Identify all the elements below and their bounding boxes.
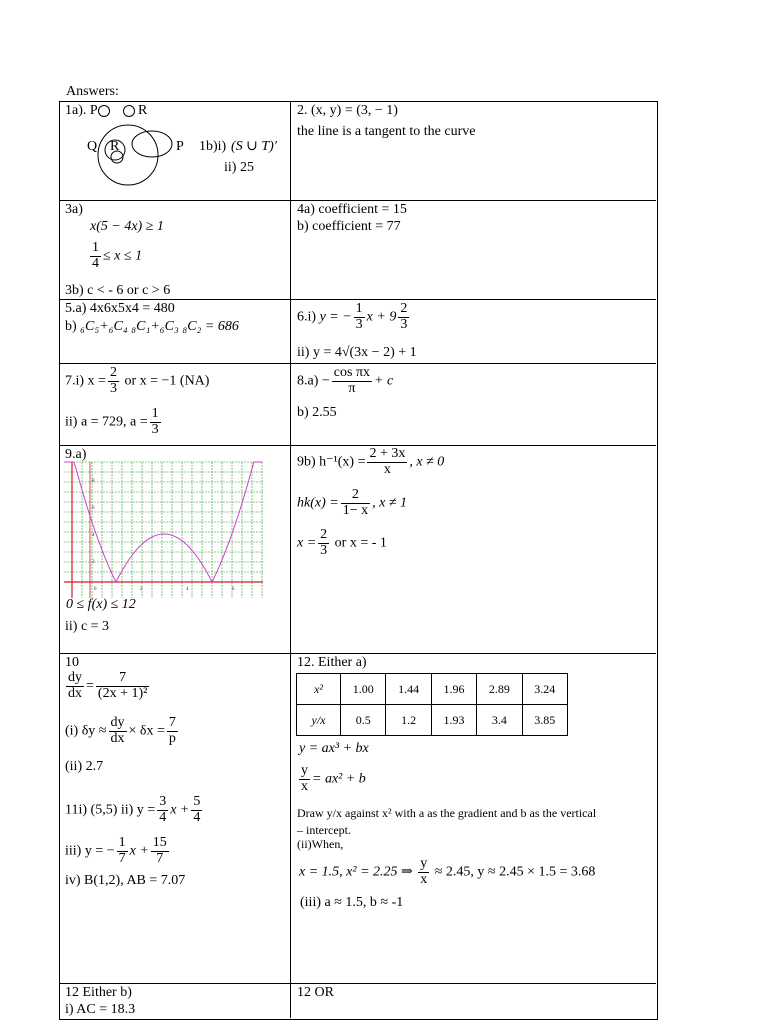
q1-b-i-expr: (S ∪ T)′ xyxy=(231,139,277,154)
q2-line1: 2. (x, y) = (3, − 1) xyxy=(297,103,398,118)
venn-label-p: P xyxy=(176,139,184,154)
q9-graph xyxy=(64,462,263,598)
q9-x: x = $\frac{2}{3}$ or x = - 1 xyxy=(297,527,387,558)
q7-i: 7.i) x = $\frac{2}{3}$ or x = −1 (NA) xyxy=(65,365,210,396)
q12a-draw1: Draw y/x against x² with a as the gradient and b as the vertical xyxy=(297,806,597,820)
q9-range: 0 ≤ f(x) ≤ 12 xyxy=(66,597,136,612)
q2-line2: the line is a tangent to the curve xyxy=(297,124,476,139)
q1-b-ii: ii) 25 xyxy=(224,160,254,175)
tick-label: 6 xyxy=(232,587,235,592)
q6-ii: ii) y = 4√(3x − 2) + 1 xyxy=(297,345,417,360)
tick-label: 6 xyxy=(92,506,95,511)
tick-label: 8 xyxy=(92,479,95,484)
q1-a-r: R xyxy=(138,103,148,118)
q8-b: b) 2.55 xyxy=(297,405,337,420)
q12a-eq1: y = ax³ + bx xyxy=(299,741,369,756)
venn-label-q: Q xyxy=(87,139,98,154)
q10-label: 10 xyxy=(65,655,79,670)
q1-a-label: 1a). P xyxy=(65,103,98,118)
tick-label: 2 xyxy=(140,587,143,592)
q1-b-i-label: 1b)i) xyxy=(199,139,227,154)
page-heading: Answers: xyxy=(66,84,119,99)
row-divider xyxy=(59,983,656,984)
q9-hk: hk(x) = $\frac{2}{1- x}$ , x ≠ 1 xyxy=(297,487,408,518)
q7-ii: ii) a = 729, a = $\frac{1}{3}$ xyxy=(65,406,159,437)
q12b-title: 12 Either b) xyxy=(65,985,132,1000)
q11-iii: iii) y = − $\frac{1}{7}$ x + $\frac{15}{7}$ xyxy=(65,835,167,866)
q3-b: 3b) c < - 6 or c > 6 xyxy=(65,283,171,298)
q5-b: b) ₆C₅+₆C₄ ₈C₁+₆C₃ ₈C₂ = 686 xyxy=(65,319,239,334)
q3-a-ineq: x(5 − 4x) ≥ 1 xyxy=(90,219,164,234)
q5-a: 5.a) 4x6x5x4 = 480 xyxy=(65,301,175,316)
q10-i: (i) δy ≈ $\frac{dy}{dx}$ × δx = $\frac{7}{p}$ xyxy=(65,715,176,746)
q9-a-label: 9.a) xyxy=(65,447,87,462)
q4-b: b) coefficient = 77 xyxy=(297,219,401,234)
table-row: x² 1.00 1.44 1.96 2.89 3.24 xyxy=(297,674,568,705)
q12a-when: (ii)When, xyxy=(297,837,344,851)
tick-label: 2 xyxy=(92,560,95,565)
row-divider xyxy=(59,363,656,364)
q1-empty-set-circles xyxy=(0,0,768,200)
table-row: y/x 0.5 1.2 1.93 3.4 3.85 xyxy=(297,705,568,736)
q10-derivative: $\frac{dy}{dx}$ = $\frac{7}{\text{(2x + 1)²}}$ xyxy=(68,670,148,701)
row-divider xyxy=(59,653,656,654)
q12a-draw2: – intercept. xyxy=(297,823,351,837)
q9-b: 9b) h⁻¹(x) = $\frac{2 + 3x}{x}$ , x ≠ 0 xyxy=(297,446,445,477)
venn-label-r: R xyxy=(110,139,120,154)
q12a-eq2: $\frac{y}{x}$ = ax² + b xyxy=(301,763,366,794)
row-divider xyxy=(59,200,656,201)
q4-a: 4a) coefficient = 15 xyxy=(297,202,407,217)
q12a-title: 12. Either a) xyxy=(297,655,367,670)
row-divider xyxy=(59,445,656,446)
q10-ii: (ii) 2.7 xyxy=(65,759,104,774)
q11-i-ii: 11i) (5,5) ii) y = $\frac{3}{4}$ x + $\frac{5}{4}$ xyxy=(65,794,201,825)
q12a-iii: (iii) a ≈ 1.5, b ≈ -1 xyxy=(300,895,404,910)
tick-label: 0 xyxy=(94,587,97,592)
q12a-calc: x = 1.5, x² = 2.25 ⇒ $\frac{y}{x}$ ≈ 2.45, y ≈ 2.45 × 1.5 = 3.68 xyxy=(299,856,596,887)
q6-i: 6.i) y = − $\frac{1}{3}$ x + 9 $\frac{2}{3}$ xyxy=(297,301,408,332)
q8-a: 8.a) − $\frac{\text{cos πx}}{\pi}$ + c xyxy=(297,365,394,396)
tick-label: 4 xyxy=(186,587,189,592)
column-divider xyxy=(290,101,291,1018)
row-divider xyxy=(59,299,656,300)
tick-label: 4 xyxy=(92,533,95,538)
q9-ii: ii) c = 3 xyxy=(65,619,110,634)
q12a-table xyxy=(296,673,568,736)
q12or-title: 12 OR xyxy=(297,985,334,1000)
q12b-i: i) AC = 18.3 xyxy=(65,1002,136,1017)
q3-a-range: $\frac{1}{4}$ ≤ x ≤ 1 xyxy=(92,240,143,271)
q11-iv: iv) B(1,2), AB = 7.07 xyxy=(65,873,186,888)
q3-a-label: 3a) xyxy=(65,202,83,217)
